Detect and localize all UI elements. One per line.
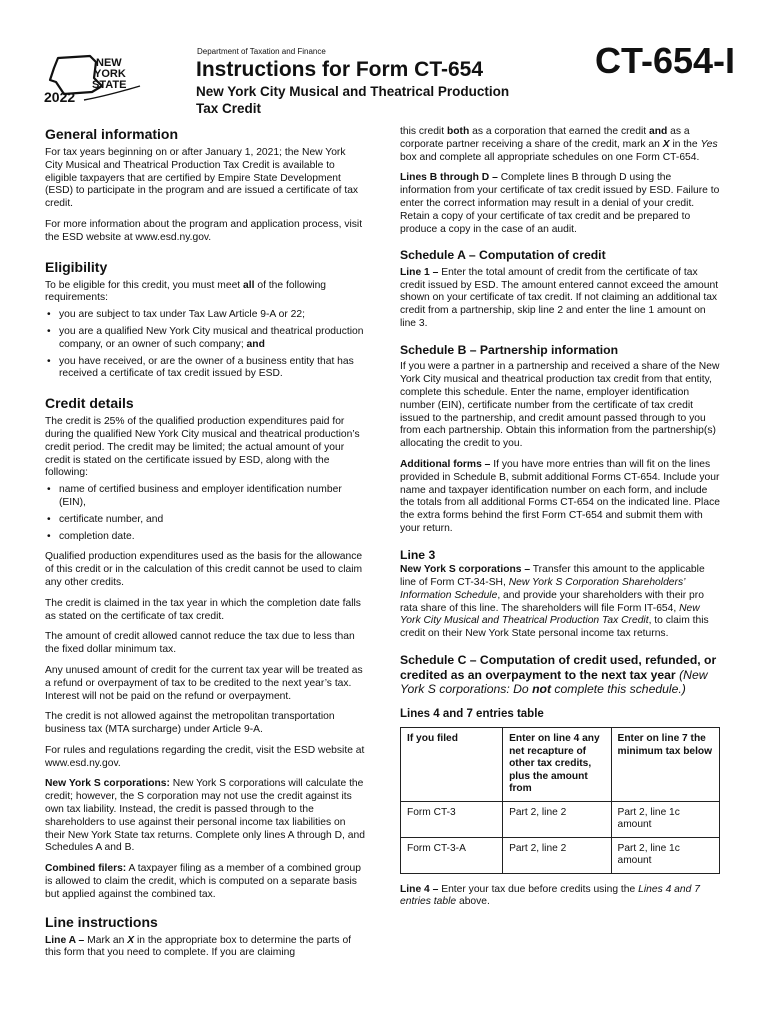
credit-details-item: • certificate number, and bbox=[45, 514, 365, 527]
additional-forms-paragraph: Additional forms – If you have more entries than will fit on the lines provided in Schedule B, submit additional Forms CT-654. Include your name and taxpayer identification number on each form, and include the totals from all additional Forms CT-654 on the indicated line. Place the extra forms behind the first Form CT-654 and submit them with your return. bbox=[400, 458, 720, 534]
eligibility-item: • you are subject to tax under Tax Law Article 9-A or 22; bbox=[45, 309, 365, 322]
eligibility-list bbox=[45, 309, 365, 381]
table-row bbox=[401, 837, 720, 873]
combined-filers-paragraph: Combined filers: A taxpayer filing as a member of a combined group is allowed to claim the credit, which is computed on a separate basis but applied against the combined tax. bbox=[45, 863, 361, 900]
schedule-b-heading: Schedule B – Partnership information bbox=[400, 342, 619, 357]
credit-details-item: • name of certified business and employer identification number (EIN), bbox=[45, 484, 365, 510]
table-cell: Part 2, line 2 bbox=[503, 801, 611, 837]
table-cell: Form CT-3 bbox=[401, 801, 503, 837]
department-name: Department of Taxation and Finance bbox=[197, 47, 326, 56]
entries-table-caption: Lines 4 and 7 entries table bbox=[400, 707, 544, 720]
credit-details-p4: The amount of credit allowed cannot reduce the tax due to less than the fixed dollar minimum tax. bbox=[45, 631, 355, 656]
table-cell: Part 2, line 1c amount bbox=[611, 801, 719, 837]
subtitle-line-1: New York City Musical and Theatrical Production bbox=[196, 84, 510, 99]
logo-text-new: NEW bbox=[96, 57, 122, 69]
table-row bbox=[401, 801, 720, 837]
line-a-paragraph: Line A – Mark an X in the appropriate box to determine the parts of this form that you need to complete. If you are claiming bbox=[45, 934, 352, 959]
credit-details-p1: The credit is 25% of the qualified production expenditures paid for during the qualified New York City musical and theatrical production’s credit period. The credit may be limited; the actual amount of your credit is stated on the certificate issued by ESD, along with the following: bbox=[45, 416, 360, 479]
schedule-c-heading: Schedule C – Computation of credit used, refunded, or credited as an overpayment to the next tax year (New York S corporations: Do not complete this schedule.) bbox=[400, 653, 717, 696]
eligibility-intro: To be eligible for this credit, you must meet all of the following requirements: bbox=[45, 279, 327, 304]
credit-details-p3: The credit is claimed in the tax year in which the completion date falls as stated on the certificate of tax credit. bbox=[45, 597, 361, 622]
credit-details-p6: The credit is not allowed against the metropolitan transportation business tax (MTA surcharge) under Article 9-A. bbox=[45, 711, 335, 736]
schedule-b-p1: If you were a partner in a partnership and received a share of the New York City musical and theatrical production tax credit from that entity, complete this schedule. Enter the name, employer identification number (EIN), certificate number from the certificate of tax credit issued to the partnership, and credit amount passed through to you from each partnership. Obtain this information from the partnership(s) allocating the credit to you. bbox=[400, 361, 720, 450]
general-info-p1: For tax years beginning on or after January 1, 2021; the New York City Musical and Theatrical Production Tax Credit is available to eligible taxpayers that are certified by Empire State Development (ESD) to participate in the program and are issued a certificate of tax credit. bbox=[45, 147, 359, 210]
credit-details-p2: Qualified production expenditures used as the basis for the allowance of this credit or in the calculation of this credit cannot be used to claim any other credits. bbox=[45, 551, 363, 588]
table-header-cell: If you filed bbox=[401, 728, 503, 802]
line-3-heading: Line 3 bbox=[400, 547, 436, 562]
table-cell: Form CT-3-A bbox=[401, 837, 503, 873]
table-header-cell: Enter on line 7 the minimum tax below bbox=[611, 728, 719, 802]
eligibility-item: • you have received, or are the owner of a business entity that has received a certificate of tax credit issued by ESD. bbox=[45, 356, 365, 382]
table-header-row bbox=[401, 728, 720, 802]
entries-table bbox=[400, 727, 720, 874]
line-a-continued: this credit both as a corporation that earned the credit and as a corporate partner receiving a share of the credit, mark an X in the Yes box and complete all appropriate schedules on one Form CT-654. bbox=[400, 126, 718, 163]
credit-details-list bbox=[45, 484, 365, 543]
schedule-a-heading: Schedule A – Computation of credit bbox=[400, 248, 606, 263]
credit-details-heading: Credit details bbox=[45, 395, 134, 412]
new-york-state-logo bbox=[44, 52, 144, 106]
form-number: CT-654-I bbox=[595, 40, 736, 81]
line-4-paragraph: Line 4 – Enter your tax due before credits using the Lines 4 and 7 entries table above. bbox=[400, 883, 700, 908]
page-subtitle bbox=[196, 83, 509, 117]
subtitle-line-2: Tax Credit bbox=[196, 101, 262, 116]
general-info-heading: General information bbox=[45, 126, 179, 142]
tax-year: 2022 bbox=[44, 89, 76, 105]
right-column bbox=[400, 126, 720, 917]
table-cell: Part 2, line 2 bbox=[503, 837, 611, 873]
credit-details-item: • completion date. bbox=[45, 531, 365, 544]
table-cell: Part 2, line 1c amount bbox=[611, 837, 719, 873]
logo-text-york: YORK bbox=[94, 68, 126, 80]
left-column bbox=[45, 126, 365, 968]
lines-b-through-d-paragraph: Lines B through D – Complete lines B through D using the information from your certificate of tax credit issued by ESD. Failure to enter the correct information may result in a denial of your credit. Retain a copy of your certificate of tax credit and be prepared to produce a copy in the case of an audit. bbox=[400, 172, 720, 235]
page-title: Instructions for Form CT-654 bbox=[196, 58, 484, 81]
eligibility-heading: Eligibility bbox=[45, 258, 108, 275]
logo-text-state: STATE bbox=[92, 79, 127, 91]
eligibility-item: • you are a qualified New York City musical and theatrical production company, or an owner of such company; and bbox=[45, 326, 365, 352]
credit-details-p5: Any unused amount of credit for the current tax year will be treated as a refund or overpayment of tax to be credited to the next year’s tax. Interest will not be paid on the refund or overpayment. bbox=[45, 664, 363, 702]
line-3-paragraph: New York S corporations – Transfer this amount to the applicable line of Form CT-34-SH, New York S Corporation Shareholders’ Information Schedule, and provide your shareholders with their pro rata share of this line. The shareholders will file Form IT-654, New York City Musical and Theatrical Production Tax Credit, to claim this credit on their New York State personal income tax returns. bbox=[400, 564, 709, 640]
credit-details-p7: For rules and regulations regarding the credit, visit the ESD website at www.esd.ny.gov. bbox=[45, 744, 365, 769]
table-header-cell: Enter on line 4 any net recapture of other tax credits, plus the amount from bbox=[503, 728, 611, 802]
line-instructions-heading: Line instructions bbox=[45, 913, 158, 930]
general-info-p2: For more information about the program and application process, visit the ESD website at www.esd.ny.gov. bbox=[45, 218, 363, 243]
s-corp-paragraph: New York S corporations: New York S corporations will calculate the credit; however, the S corporation may not use the credit against its own tax liability. Instead, the credit is passed through to the shareholders to use against their personal income tax liabilities on their New York State tax returns. Complete only lines A through D, and Schedules A and B. bbox=[45, 778, 365, 854]
line-1-paragraph: Line 1 – Enter the total amount of credit from the certificate of tax credit issued by ESD. The amount entered cannot exceed the amount shown on your certificate of tax credit. If not claiming an additional tax credit from a partnership, skip line 2 and enter the line 1 amount on line 3. bbox=[400, 266, 719, 330]
